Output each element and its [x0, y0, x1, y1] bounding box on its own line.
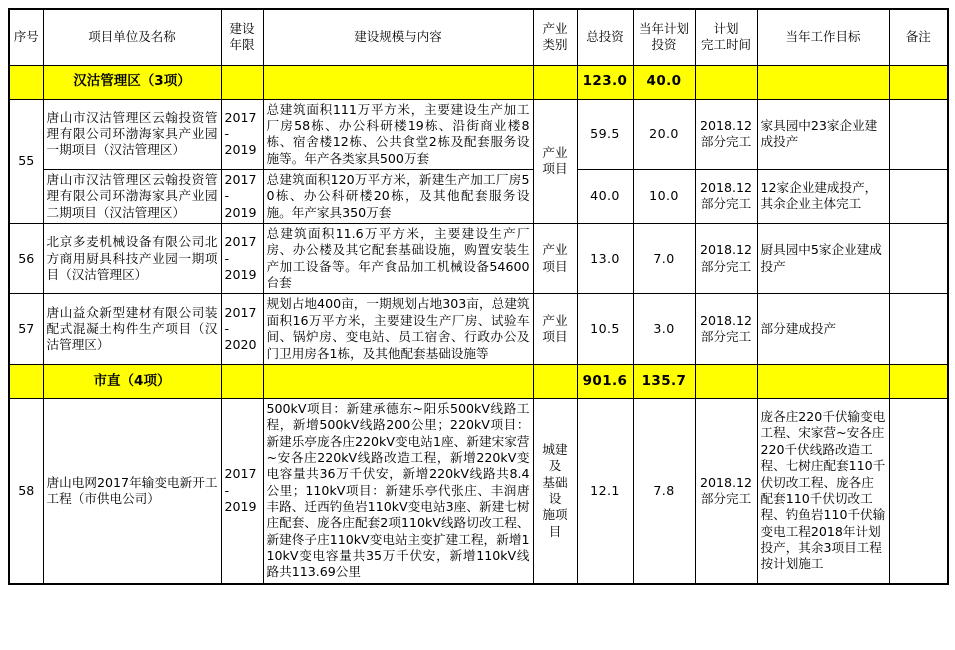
header-planned-completion-time [695, 9, 757, 65]
group-remark-cell [889, 65, 948, 99]
row-serial-55: 55 [9, 99, 43, 224]
category-line1: 城建及 [542, 441, 568, 474]
row-planned-completion [695, 224, 757, 294]
row-planned-completion [695, 99, 757, 169]
row-industry-category [533, 99, 577, 224]
header-construction-period-line1: 建设 [229, 21, 255, 36]
row-project-name: 唐山市汉沽管理区云翰投资管理有限公司环渤海家具产业园二期项目（汉沽管理区） [43, 169, 221, 223]
row-project-name: 唐山市汉沽管理区云翰投资管理有限公司环渤海家具产业园一期项目（汉沽管理区） [43, 99, 221, 169]
row-annual-goal: 家具园中23家企业建成投产 [757, 99, 889, 169]
period-line2: 2020 [224, 337, 257, 353]
completion-line2: 部分完工 [700, 196, 752, 212]
group-remark-cell [889, 364, 948, 398]
row-remark [889, 398, 948, 583]
group-name-shizhi: 市直（4项） [43, 364, 221, 398]
group-category-cell [533, 65, 577, 99]
table-header-row [9, 9, 948, 65]
header-industry-category [533, 9, 577, 65]
category-line1: 产业 [542, 312, 568, 328]
group-scope-cell [263, 364, 533, 398]
group-total-investment-shizhi: 901.6 [577, 364, 633, 398]
group-row-shizhi [9, 364, 948, 398]
group-years-cell [221, 65, 263, 99]
header-annual-planned-investment-line2: 投资 [651, 37, 677, 53]
header-planned-completion-line1: 计划 [713, 21, 739, 36]
header-annual-planned-investment [633, 9, 695, 65]
table-row [9, 99, 948, 169]
category-line2: 项目 [542, 161, 568, 177]
row-construction-scope: 总建筑面积111万平方米，主要建设生产加工厂房58栋、办公科研楼19栋、沿街商业楼8栋、宿舍楼12栋、公共食堂2栋及配套服务设施等。年产各类家具500万套 [263, 99, 533, 169]
row-annual-goal: 12家企业建成投产，其余企业主体完工 [757, 169, 889, 223]
header-remark: 备注 [889, 9, 948, 65]
group-row-hangu [9, 65, 948, 99]
header-industry-category-line1: 产业 [542, 21, 568, 36]
row-construction-period [221, 169, 263, 223]
group-years-cell [221, 364, 263, 398]
period-line1: 2017- [224, 171, 257, 204]
row-remark [889, 224, 948, 294]
header-construction-period-line2: 年限 [229, 37, 255, 53]
row-total-investment: 40.0 [577, 169, 633, 223]
row-planned-investment: 3.0 [633, 294, 695, 364]
row-serial-57: 57 [9, 294, 43, 364]
row-annual-goal: 庞各庄220千伏输变电工程、宋家营~安各庄220千伏线路改造工程、七树庄配套110千伏切改工程、庞各庄配套110千伏切改工程、钓鱼岩110千伏输变电工程2018年计划投产，其余3项目工程按计划施工 [757, 398, 889, 583]
row-remark [889, 294, 948, 364]
row-construction-period [221, 99, 263, 169]
row-industry-category [533, 398, 577, 583]
header-planned-completion-line2: 完工时间 [700, 37, 751, 53]
row-total-investment: 10.5 [577, 294, 633, 364]
category-line1: 产业 [542, 144, 568, 160]
group-category-cell [533, 364, 577, 398]
group-serial-cell [9, 364, 43, 398]
row-project-name: 唐山益众新型建材有限公司装配式混凝土构件生产项目（汉沽管理区） [43, 294, 221, 364]
header-construction-scope: 建设规模与内容 [263, 9, 533, 65]
table-row [9, 398, 948, 583]
row-total-investment: 59.5 [577, 99, 633, 169]
row-construction-period [221, 398, 263, 583]
row-total-investment: 12.1 [577, 398, 633, 583]
period-line1: 2017- [224, 466, 257, 498]
row-construction-period [221, 224, 263, 294]
header-construction-period [221, 9, 263, 65]
row-construction-period [221, 294, 263, 364]
row-planned-investment: 20.0 [633, 99, 695, 169]
category-line3: 施项目 [542, 507, 568, 539]
row-construction-scope: 规划占地400亩，一期规划占地303亩，总建筑面积16万平方米，主要建设生产厂房、试验车间、锅炉房、变电站、员工宿舍、行政办公及门卫用房各1栋，及其他配套基础设施等 [263, 294, 533, 364]
header-total-investment: 总投资 [577, 9, 633, 65]
header-industry-category-line2: 类别 [542, 37, 568, 53]
period-line2: 2019 [224, 204, 257, 220]
completion-line1: 2018.12 [699, 117, 753, 133]
completion-line1: 2018.12 [699, 180, 753, 196]
row-planned-investment: 10.0 [633, 169, 695, 223]
row-planned-investment: 7.8 [633, 398, 695, 583]
row-industry-category [533, 294, 577, 364]
header-project-unit-name: 项目单位及名称 [43, 9, 221, 65]
completion-line2: 部分完工 [700, 329, 752, 345]
row-serial-58: 58 [9, 398, 43, 583]
row-planned-investment: 7.0 [633, 224, 695, 294]
group-goal-cell [757, 65, 889, 99]
table-row [9, 294, 948, 364]
group-scope-cell [263, 65, 533, 99]
period-line2: 2019 [224, 142, 257, 158]
group-finish-cell [695, 364, 757, 398]
category-line2: 项目 [542, 329, 568, 345]
row-construction-scope: 总建筑面积120万平方米，新建生产加工厂房50栋、办公科研楼20栋，及其他配套服务设施。年产家具350万套 [263, 169, 533, 223]
row-construction-scope: 500kV项目：新建承德东~阳乐500kV线路工程，新增500kV线路200公里；220kV项目：新建乐亭庞各庄220kV变电站1座、新建宋家营~安各庄220kV线路改造工程，新增220kV变电容量共36万千伏安，新增220kV线路共8.4公里；110kV项目：新建乐亭代张庄、丰润唐丰路、迁西钓鱼岩110kV变电站3座、新建七树庄配套、庞各庄配套2项110kV线路切改工程、新建佟子庄110kV变电站主变扩建工程，新增110kV变电容量共35万千伏安，新增110kV线路共113.69公里 [263, 398, 533, 583]
row-remark [889, 169, 948, 223]
period-line1: 2017- [224, 109, 257, 142]
period-line1: 2017- [224, 304, 257, 336]
group-planned-investment-hangu: 40.0 [633, 65, 695, 99]
completion-line2: 部分完工 [700, 258, 752, 274]
completion-line1: 2018.12 [699, 474, 753, 490]
group-planned-investment-shizhi: 135.7 [633, 364, 695, 398]
group-finish-cell [695, 65, 757, 99]
row-planned-completion [695, 294, 757, 364]
period-line1: 2017- [224, 234, 257, 266]
category-line1: 产业 [542, 242, 568, 258]
row-project-name: 唐山电网2017年输变电新开工工程（市供电公司） [43, 398, 221, 583]
project-investment-table [8, 8, 949, 585]
completion-line2: 部分完工 [700, 134, 752, 150]
period-line2: 2019 [224, 499, 257, 515]
row-industry-category [533, 224, 577, 294]
completion-line2: 部分完工 [700, 490, 752, 506]
row-planned-completion [695, 169, 757, 223]
row-planned-completion [695, 398, 757, 583]
period-line2: 2019 [224, 266, 257, 282]
category-line2: 基础设 [542, 474, 568, 506]
group-name-hangu: 汉沽管理区（3项） [43, 65, 221, 99]
header-annual-planned-investment-line1: 当年计划 [638, 21, 689, 36]
header-serial-number: 序号 [9, 9, 43, 65]
row-construction-scope: 总建筑面积11.6万平方米，主要建设生产厂房、办公楼及其它配套基础设施，购置安装生产加工设备等。年产食品加工机械设备54600台套 [263, 224, 533, 294]
row-project-name: 北京多麦机械设备有限公司北方商用厨具科技产业园一期项目（汉沽管理区） [43, 224, 221, 294]
row-annual-goal: 部分建成投产 [757, 294, 889, 364]
row-annual-goal: 厨具园中5家企业建成投产 [757, 224, 889, 294]
header-annual-work-goal: 当年工作目标 [757, 9, 889, 65]
category-line2: 项目 [542, 258, 568, 274]
table-row [9, 224, 948, 294]
table-row [9, 169, 948, 223]
completion-line1: 2018.12 [699, 242, 753, 258]
group-goal-cell [757, 364, 889, 398]
row-total-investment: 13.0 [577, 224, 633, 294]
row-remark [889, 99, 948, 169]
group-total-investment-hangu: 123.0 [577, 65, 633, 99]
group-serial-cell [9, 65, 43, 99]
completion-line1: 2018.12 [699, 312, 753, 328]
row-serial-56: 56 [9, 224, 43, 294]
